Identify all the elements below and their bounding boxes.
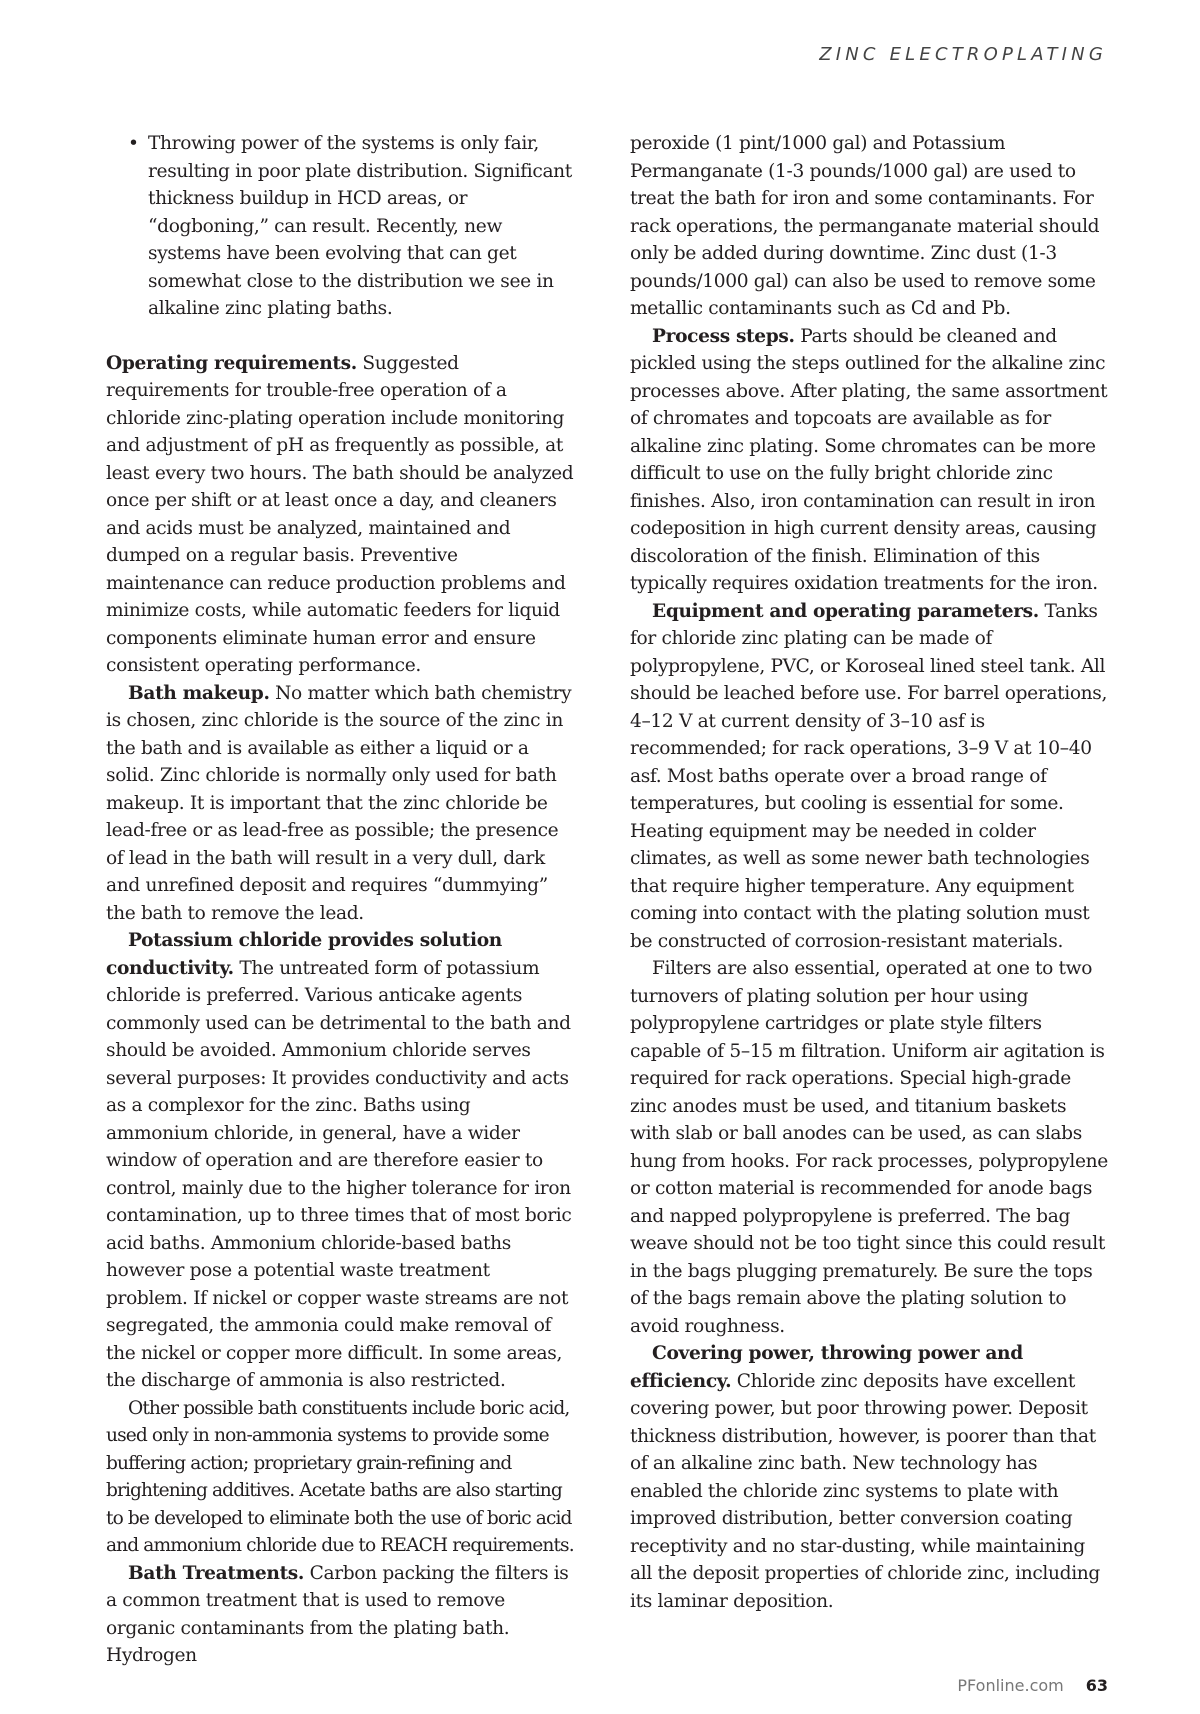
filters-body: Filters are also essential, operated at one to two turnovers of plating solution per hour using polypropylene cartridges or plate style filters capable of 5–15 m filtration. Uniform air agitation is required for rack operations. Special high-grade zinc anodes must be used, and titanium baskets with slab or ball anodes can be used, as can slabs hung from hooks. For rack processes, polypropylene or cotton material is recommended for anode bags and napped polypropylene is preferred. The bag weave should not be too tight since this could result in the bags plugging prematurely. Be sure the tops of the bags remain above the plating solution to avoid roughness. bbox=[630, 958, 1108, 1337]
page-footer bbox=[957, 1676, 1108, 1695]
right-column bbox=[630, 130, 1108, 1615]
process-steps-paragraph bbox=[630, 323, 1108, 598]
bullet-text: Throwing power of the systems is only fair, resulting in poor plate distribution. Significant thickness buildup in HCD areas, or “dogboning,” can result. Recently, new systems have been evolving that can get somewhat close to the distribution we see in alkaline zinc plating baths. bbox=[148, 133, 572, 319]
equipment-paragraph bbox=[630, 598, 1108, 956]
bath-makeup-heading: Bath makeup. bbox=[128, 682, 270, 704]
bath-constituents-body: Other possible bath constituents include boric acid, used only in non-ammonia systems to provide some buffering action; proprietary grain-refining and brightening additives. Acetate baths are also starting to be developed to eliminate both the use of boric acid and ammonium chloride due to REACH requirements. bbox=[106, 1397, 574, 1556]
bath-treatments-paragraph bbox=[106, 1560, 576, 1670]
running-head: ZINC ELECTROPLATING bbox=[819, 44, 1107, 65]
bath-constituents-paragraph bbox=[106, 1395, 576, 1560]
potassium-chloride-heading: Potassium chloride provides solution conductivity. bbox=[106, 930, 502, 979]
covering-power-heading: Covering power, throwing power and efficiency. bbox=[630, 1343, 1023, 1392]
process-steps-body: Parts should be cleaned and pickled using the steps outlined for the alkaline zinc processes above. After plating, the same assortment of chromates and topcoats are available as for alkaline zinc plating. Some chromates can be more difficult to use on the fully bright chloride zinc finishes. Also, iron contamination can result in iron codeposition in high current density areas, causing discoloration of the finish. Elimination of this typically requires oxidation treatments for the iron. bbox=[630, 325, 1108, 594]
process-steps-heading: Process steps. bbox=[652, 325, 795, 347]
continued-body: peroxide (1 pint/1000 gal) and Potassium Permanganate (1-3 pounds/1000 gal) are used to treat the bath for iron and some contaminants. For rack operations, the permanganate material should only be added during downtime. Zinc dust (1-3 pounds/1000 gal) can also be used to remove some metallic contaminants such as Cd and Pb. bbox=[630, 133, 1100, 319]
footer-site: PFonline.com bbox=[957, 1676, 1064, 1695]
covering-power-body: Chloride zinc deposits have excellent covering power, but poor throwing power. Deposit thickness distribution, however, is poorer than that of an alkaline zinc bath. New technology has enabled the chloride zinc systems to plate with improved distribution, better conversion coating receptivity and no star-dusting, while maintaining all the deposit properties of chloride zinc, including its laminar deposition. bbox=[630, 1370, 1100, 1612]
bullet-dot-icon: • bbox=[128, 133, 139, 154]
equipment-heading: Equipment and operating parameters. bbox=[652, 600, 1039, 622]
potassium-chloride-body: The untreated form of potassium chloride is preferred. Various anticake agents commonly used can be detrimental to the bath and should be avoided. Ammonium chloride serves several purposes: It provides conductivity and acts as a complexor for the zinc. Baths using ammonium chloride, in general, have a wider window of operation and are therefore easier to control, mainly due to the higher tolerance for iron contamination, up to three times that of most boric acid baths. Ammonium chloride-based baths however pose a potential waste treatment problem. If nickel or copper waste streams are not segregated, the ammonia could make removal of the nickel or copper more difficult. In some areas, the discharge of ammonia is also restricted. bbox=[106, 957, 572, 1391]
operating-requirements-body: Suggested requirements for trouble-free operation of a chloride zinc-plating operation include monitoring and adjustment of pH as frequently as possible, at least every two hours. The bath should be analyzed once per shift or at least once a day, and cleaners and acids must be analyzed, maintained and dumped on a regular basis. Preventive maintenance can reduce production problems and minimize costs, while automatic feeders for liquid components eliminate human error and ensure consistent operating performance. bbox=[106, 352, 574, 676]
covering-power-paragraph bbox=[630, 1340, 1108, 1615]
filters-paragraph bbox=[630, 955, 1108, 1340]
bullet-item bbox=[106, 130, 576, 323]
equipment-body: Tanks for chloride zinc plating can be made of polypropylene, PVC, or Koroseal lined steel tank. All should be leached before use. For barrel operations, 4–12 V at current density of 3–10 asf is recommended; for rack operations, 3–9 V at 10–40 asf. Most baths operate over a broad range of temperatures, but cooling is essential for some. Heating equipment may be needed in colder climates, as well as some newer bath technologies that require higher temperature. Any equipment coming into contact with the plating solution must be constructed of corrosion-resistant materials. bbox=[630, 600, 1108, 952]
bath-makeup-body: No matter which bath chemistry is chosen, zinc chloride is the source of the zinc in the bath and is available as either a liquid or a solid. Zinc chloride is normally only used for bath makeup. It is important that the zinc chloride be lead-free or as lead-free as possible; the presence of lead in the bath will result in a very dull, dark and unrefined deposit and requires “dummying” the bath to remove the lead. bbox=[106, 682, 572, 924]
continued-paragraph bbox=[630, 130, 1108, 323]
operating-requirements-heading: Operating requirements. bbox=[106, 352, 357, 374]
left-column bbox=[106, 130, 576, 1670]
potassium-chloride-paragraph bbox=[106, 927, 576, 1395]
operating-requirements-paragraph bbox=[106, 350, 576, 680]
page-number: 63 bbox=[1085, 1676, 1108, 1695]
bath-treatments-heading: Bath Treatments. bbox=[128, 1562, 305, 1584]
bath-makeup-paragraph bbox=[106, 680, 576, 928]
bath-treatments-body: Carbon packing the filters is a common treatment that is used to remove organic contaminants from the plating bath. Hydrogen bbox=[106, 1562, 569, 1666]
